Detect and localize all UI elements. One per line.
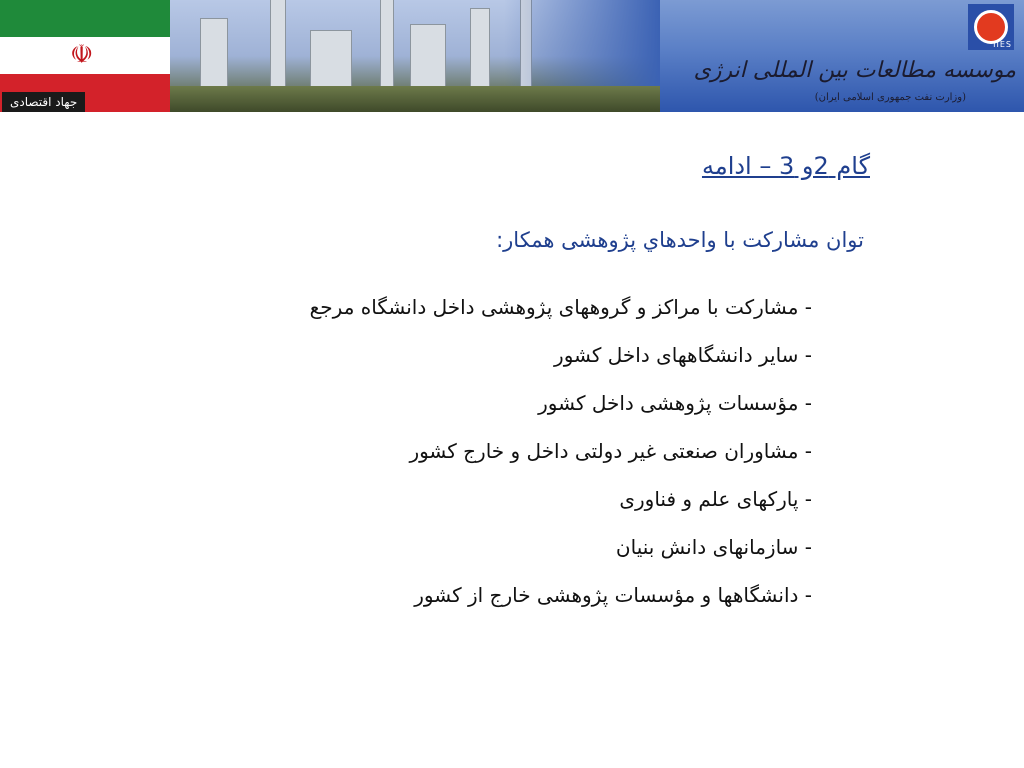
- list-item: - مشاوران صنعتی غیر دولتی داخل و خارج کشور: [409, 439, 812, 463]
- institute-subtitle: (وزارت نفت جمهوری اسلامی ایران): [814, 92, 966, 103]
- refinery-tower: [310, 30, 352, 90]
- institute-name: موسسه مطالعات بین المللی انرژی: [693, 58, 1016, 83]
- refinery-tower: [200, 18, 228, 90]
- list-item: - مشارکت با مراکز و گروههای پژوهشی داخل دانشگاه مرجع: [309, 295, 812, 319]
- slide-title: گام 2و 3 – ادامه: [701, 152, 870, 180]
- list-item: - دانشگاهها و مؤسسات پژوهشی خارج از کشور: [414, 583, 812, 607]
- bullet-list: [310, 292, 812, 628]
- refinery-tower: [270, 0, 286, 90]
- header-banner: [0, 0, 1024, 112]
- ground-strip: [140, 86, 660, 112]
- flag-label: جهاد اقتصادی: [2, 92, 85, 112]
- slide-subtitle: توان مشارکت با واحدهاي پژوهشی همکار:: [496, 228, 864, 252]
- refinery-tower: [380, 0, 394, 90]
- flag-emblem-icon: ☫: [70, 40, 94, 70]
- refinery-tower: [410, 24, 446, 90]
- list-item: - سازمانهای دانش بنیان: [615, 535, 812, 559]
- list-item: - پارکهای علم و فناوری: [619, 487, 812, 511]
- institute-abbr: IIES: [993, 40, 1012, 49]
- list-item: - سایر دانشگاههای داخل کشور: [554, 343, 812, 367]
- refinery-tower: [520, 0, 532, 90]
- refinery-tower: [470, 8, 490, 90]
- list-item: - مؤسسات پژوهشی داخل کشور: [538, 391, 812, 415]
